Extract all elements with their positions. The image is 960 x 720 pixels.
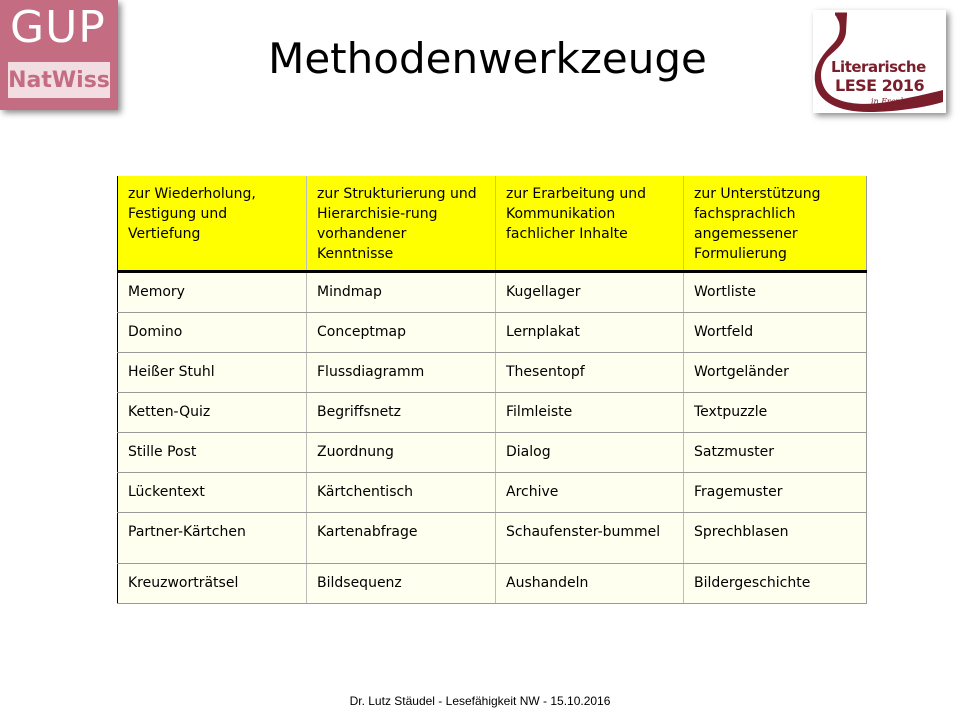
table-header-row: [118, 176, 867, 272]
table-cell: Conceptmap: [307, 313, 496, 353]
table-cell: Archive: [496, 473, 684, 513]
header-unterstuetzung: zur Unterstützung fachsprachlich angemessener Formulierung: [684, 176, 867, 272]
table-cell: Partner-Kärtchen: [118, 513, 307, 564]
table-cell: Sprechblasen: [684, 513, 867, 564]
table-cell: Fragemuster: [684, 473, 867, 513]
table-cell: Lückentext: [118, 473, 307, 513]
table-cell: Wortliste: [684, 272, 867, 313]
table-row: [118, 353, 867, 393]
table-row: [118, 473, 867, 513]
table-cell: Satzmuster: [684, 433, 867, 473]
table-cell: Begriffsnetz: [307, 393, 496, 433]
table-cell: Memory: [118, 272, 307, 313]
header-strukturierung: zur Strukturierung und Hierarchisie-rung vorhandener Kenntnisse: [307, 176, 496, 272]
page-title: Methodenwerkzeuge: [268, 34, 707, 83]
table-cell: Textpuzzle: [684, 393, 867, 433]
header-erarbeitung: zur Erarbeitung und Kommunikation fachlicher Inhalte: [496, 176, 684, 272]
table-row: [118, 564, 867, 604]
table-cell: Kärtchentisch: [307, 473, 496, 513]
table-cell: Heißer Stuhl: [118, 353, 307, 393]
literarische-lese-logo: [813, 10, 946, 113]
table-cell: Wortfeld: [684, 313, 867, 353]
table-row: [118, 272, 867, 313]
table-cell: Lernplakat: [496, 313, 684, 353]
table-cell: Kartenabfrage: [307, 513, 496, 564]
table-cell: Schaufenster-bummel: [496, 513, 684, 564]
logo-literarische-text: Literarische: [831, 58, 926, 76]
methods-table: [117, 176, 867, 604]
table-cell: Flussdiagramm: [307, 353, 496, 393]
table-row: [118, 433, 867, 473]
table-cell: Mindmap: [307, 272, 496, 313]
slide-footer: Dr. Lutz Stäudel - Lesefähigkeit NW - 15.10.2016: [349, 694, 611, 708]
table-cell: Bildergeschichte: [684, 564, 867, 604]
table-cell: Kugellager: [496, 272, 684, 313]
table-cell: Zuordnung: [307, 433, 496, 473]
table-row: [118, 393, 867, 433]
table-cell: Filmleiste: [496, 393, 684, 433]
table-cell: Thesentopf: [496, 353, 684, 393]
header-wiederholung: zur Wiederholung, Festigung und Vertiefung: [118, 176, 307, 272]
table-cell: Stille Post: [118, 433, 307, 473]
logo-natwiss-text: NatWiss: [8, 62, 110, 98]
logo-in-franken-text: in Franken: [871, 97, 916, 106]
table-row: [118, 513, 867, 564]
table-cell: Kreuzworträtsel: [118, 564, 307, 604]
table-cell: Dialog: [496, 433, 684, 473]
table-cell: Domino: [118, 313, 307, 353]
table-cell: Bildsequenz: [307, 564, 496, 604]
table-cell: Wortgeländer: [684, 353, 867, 393]
logo-gup-text: GUP: [10, 2, 106, 53]
table-cell: Aushandeln: [496, 564, 684, 604]
logo-lese-2016-text: LESE 2016: [835, 76, 925, 95]
table-cell: Ketten-Quiz: [118, 393, 307, 433]
table-row: [118, 313, 867, 353]
